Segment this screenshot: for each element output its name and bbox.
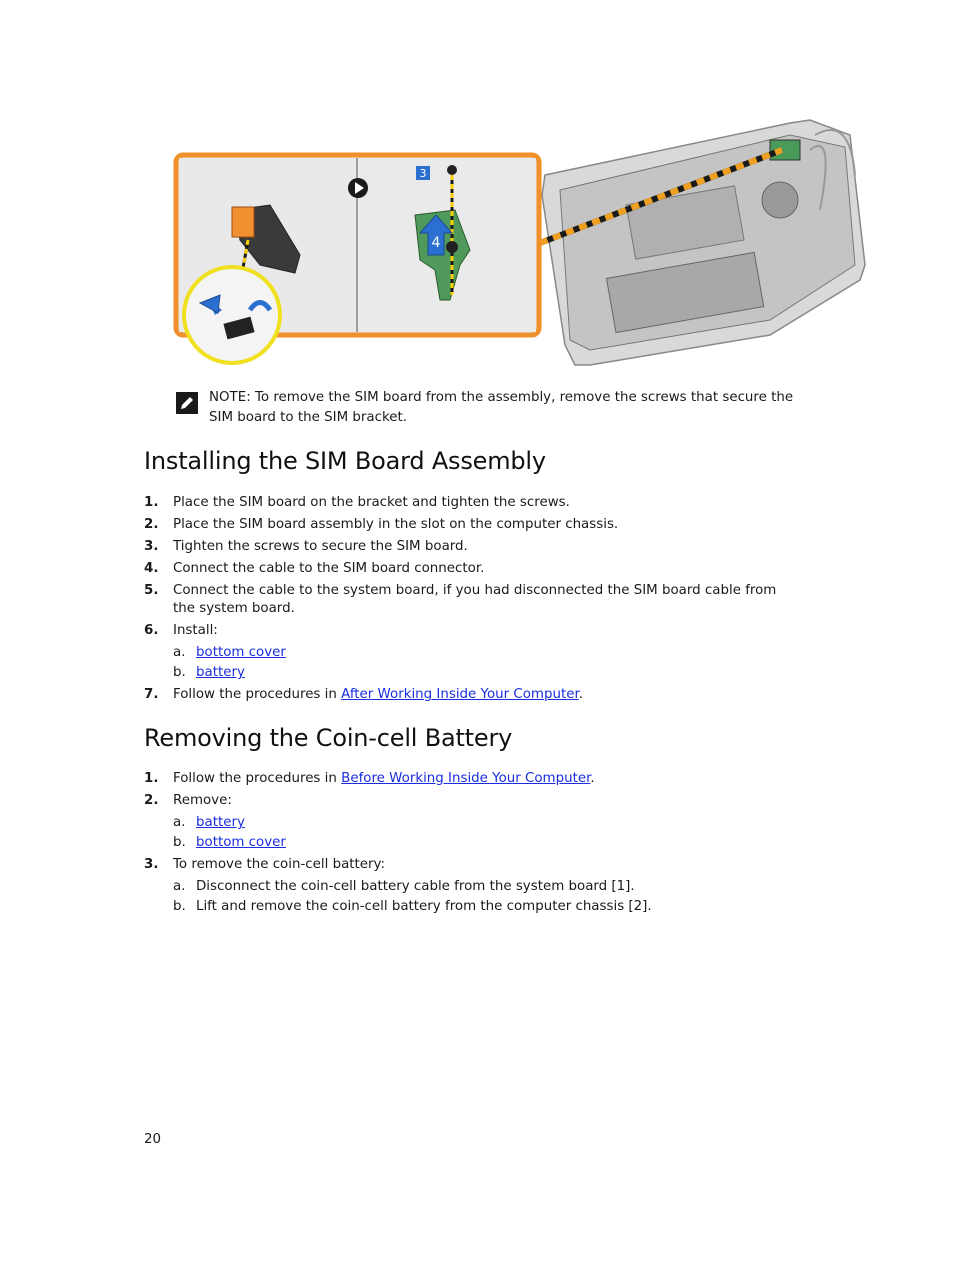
laptop-chassis-illustration: [542, 120, 865, 365]
step-number: 1.: [144, 771, 159, 786]
step-number: 3.: [144, 857, 159, 872]
step-text-after: .: [590, 771, 595, 786]
step-number: 2.: [144, 517, 159, 532]
sub-letter: a.: [173, 879, 186, 894]
link-bottom-cover[interactable]: bottom cover: [196, 835, 286, 850]
note-text: [209, 388, 821, 427]
link-bottom-cover[interactable]: bottom cover: [196, 645, 286, 660]
step-number: 5.: [144, 583, 159, 598]
step-text: Remove:: [173, 793, 232, 808]
step-text: [173, 770, 813, 788]
section-title-installing-sim: Installing the SIM Board Assembly: [144, 447, 546, 475]
step-text-after: .: [578, 687, 583, 702]
link-before-working-inside[interactable]: Before Working Inside Your Computer: [341, 771, 591, 786]
step-number: 4.: [144, 561, 159, 576]
note-body: To remove the SIM board from the assembly, remove the screws that secure the SIM board to the SIM bracket.: [209, 390, 794, 425]
step-text-before: Follow the procedures in: [173, 687, 342, 702]
link-battery[interactable]: battery: [196, 815, 245, 830]
step-text: Install:: [173, 623, 218, 638]
svg-text:4: 4: [431, 235, 441, 251]
step-text: Tighten the screws to secure the SIM board.: [173, 539, 468, 554]
step-text: Connect the cable to the system board, if you had disconnected the SIM board cable from the system board.: [173, 583, 777, 616]
step-text: Place the SIM board on the bracket and tighten the screws.: [173, 495, 570, 510]
step-text-before: Follow the procedures in: [173, 771, 342, 786]
svg-text:3: 3: [419, 167, 427, 180]
sub-letter: b.: [173, 899, 186, 914]
sub-text: Disconnect the coin-cell battery cable from the system board [1].: [196, 879, 635, 894]
page-number: 20: [144, 1132, 162, 1147]
link-after-working-inside[interactable]: After Working Inside Your Computer: [341, 687, 579, 702]
pencil-note-icon: [176, 392, 198, 414]
step-number: 6.: [144, 623, 159, 638]
section-title-removing-coin-cell: Removing the Coin-cell Battery: [144, 724, 513, 752]
sim-board-removal-illustration: [170, 115, 870, 375]
step-number: 1.: [144, 495, 159, 510]
step-number: 2.: [144, 793, 159, 808]
step-number: 7.: [144, 687, 159, 702]
sub-letter: a.: [173, 645, 186, 660]
sub-letter: b.: [173, 665, 186, 680]
sub-letter: a.: [173, 815, 186, 830]
step-text: To remove the coin-cell battery:: [173, 857, 385, 872]
note-label: NOTE:: [209, 390, 251, 405]
sub-text: Lift and remove the coin-cell battery from the computer chassis [2].: [196, 899, 652, 914]
step-number: 3.: [144, 539, 159, 554]
link-battery[interactable]: battery: [196, 665, 245, 680]
step-text: [173, 686, 813, 704]
sub-letter: b.: [173, 835, 186, 850]
step-text: Connect the cable to the SIM board connector.: [173, 561, 485, 576]
step-text: Place the SIM board assembly in the slot on the computer chassis.: [173, 517, 619, 532]
